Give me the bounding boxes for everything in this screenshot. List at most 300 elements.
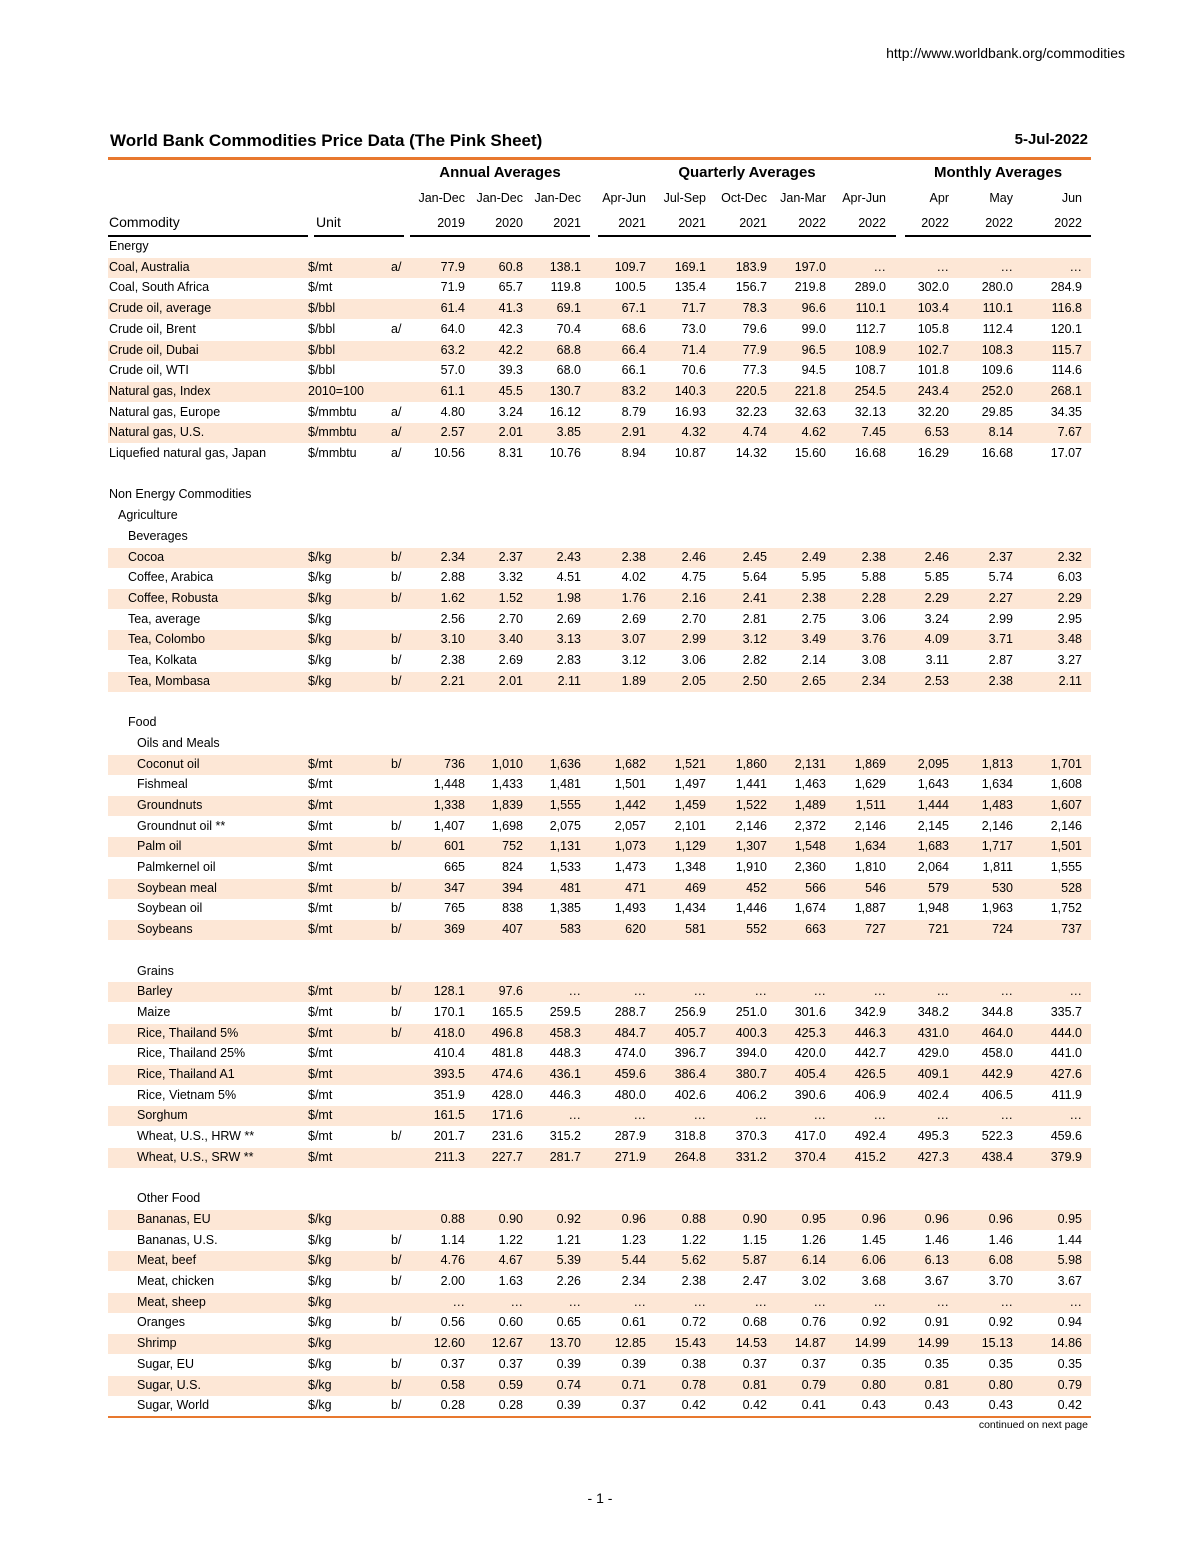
price-cell: 315.2 <box>549 1129 581 1144</box>
price-cell: 1,073 <box>614 839 646 854</box>
commodity-name: Rice, Thailand 25% <box>137 1046 246 1061</box>
commodity-name: Palm oil <box>137 839 182 854</box>
price-cell: 1,839 <box>491 797 523 812</box>
price-cell: 2.70 <box>681 611 706 626</box>
price-cell: 2,095 <box>917 756 949 771</box>
price-cell: 1,493 <box>614 901 646 916</box>
price-cell: 66.4 <box>621 342 646 357</box>
price-cell: 3.24 <box>924 611 949 626</box>
price-cell: … <box>568 1108 581 1123</box>
price-cell: … <box>936 984 949 999</box>
price-cell: 459.6 <box>614 1067 646 1081</box>
price-cell: 2.81 <box>742 611 767 626</box>
price-cell: 400.3 <box>735 1025 767 1040</box>
price-cell: 243.4 <box>917 383 949 398</box>
column-period-header: Jun <box>1061 191 1082 205</box>
price-cell: 474.6 <box>491 1067 523 1081</box>
price-cell: 97.6 <box>498 984 523 999</box>
price-cell: 0.58 <box>440 1377 465 1392</box>
price-cell: 2.46 <box>924 549 949 564</box>
commodity-name: Soybean meal <box>137 880 217 895</box>
price-cell: 471 <box>625 880 646 895</box>
price-cell: … <box>568 984 581 999</box>
price-cell: 347 <box>444 880 465 895</box>
price-cell: 1,385 <box>549 901 581 916</box>
price-cell: 8.94 <box>621 446 646 460</box>
price-cell: 5.88 <box>861 570 886 585</box>
price-cell: 721 <box>928 922 949 937</box>
price-cell: 3.06 <box>681 653 706 667</box>
commodity-unit: $/kg <box>308 549 332 564</box>
column-year-header: 2021 <box>678 216 706 230</box>
price-cell: 2.01 <box>498 673 523 688</box>
price-cell: 0.42 <box>1057 1398 1082 1413</box>
price-cell: 1,434 <box>674 901 706 916</box>
price-cell: 427.3 <box>917 1149 949 1164</box>
price-cell: 1,444 <box>917 797 949 812</box>
price-cell: 380.7 <box>735 1067 767 1081</box>
price-cell: 0.79 <box>801 1377 826 1392</box>
price-cell: 110.1 <box>855 301 886 316</box>
commodity-unit: $/kg <box>308 570 332 585</box>
commodity-unit: $/mmbtu <box>308 404 357 419</box>
price-cell: 620 <box>625 922 646 937</box>
footnote-marker: b/ <box>391 1315 402 1330</box>
footnote-marker: a/ <box>391 446 402 460</box>
price-cell: 1,810 <box>854 860 886 874</box>
price-cell: 446.3 <box>854 1025 886 1040</box>
price-cell: 10.87 <box>674 446 706 460</box>
price-cell: 57.0 <box>440 363 465 378</box>
price-cell: 0.37 <box>621 1398 646 1413</box>
table-row <box>108 444 1091 464</box>
table-row <box>108 796 1091 816</box>
price-cell: 0.80 <box>861 1377 886 1392</box>
table-row <box>108 1086 1091 1106</box>
price-cell: … <box>693 1108 706 1123</box>
commodity-name: Bananas, U.S. <box>137 1232 218 1247</box>
commodity-unit: $/mt <box>308 797 333 812</box>
price-cell: 495.3 <box>917 1129 949 1144</box>
price-cell: 105.8 <box>917 321 949 336</box>
price-cell: 2.05 <box>681 673 706 688</box>
price-cell: 1,442 <box>614 797 646 812</box>
price-cell: 0.35 <box>1057 1356 1082 1371</box>
commodity-name: Meat, beef <box>137 1253 197 1268</box>
price-cell: 3.48 <box>1057 632 1082 647</box>
price-cell: 446.3 <box>549 1087 581 1102</box>
url-header[interactable]: http://www.worldbank.org/commodities <box>886 45 1125 61</box>
price-cell: 566 <box>805 880 826 895</box>
table-row <box>108 651 1091 671</box>
price-cell: 0.96 <box>621 1211 646 1226</box>
price-cell: 1.22 <box>498 1232 523 1247</box>
price-cell: 0.37 <box>742 1356 767 1371</box>
price-cell: 8.14 <box>988 425 1013 440</box>
price-cell: 1,010 <box>491 756 523 771</box>
table-row <box>108 1106 1091 1126</box>
commodity-unit: $/mt <box>308 901 333 916</box>
commodity-name: Rice, Thailand 5% <box>137 1025 239 1040</box>
table-row <box>108 1044 1091 1064</box>
price-cell: 2,064 <box>917 860 949 874</box>
price-cell: 3.24 <box>498 404 523 419</box>
price-cell: 1,501 <box>614 777 646 792</box>
price-cell: 441.0 <box>1050 1046 1082 1061</box>
price-cell: 1.45 <box>861 1232 886 1247</box>
commodity-unit: $/mt <box>308 259 333 274</box>
commodity-unit: $/kg <box>308 1274 332 1288</box>
price-cell: 5.95 <box>801 570 826 585</box>
price-cell: 45.5 <box>498 383 523 398</box>
footnote-marker: b/ <box>391 901 402 916</box>
group-annual-averages: Annual Averages <box>439 164 561 181</box>
price-cell: 0.76 <box>801 1315 826 1330</box>
commodity-name: Coal, Australia <box>109 259 190 274</box>
price-cell: 2.38 <box>988 673 1013 688</box>
column-period-header: Oct-Dec <box>721 191 767 205</box>
price-cell: 63.2 <box>440 342 465 357</box>
price-cell: 120.1 <box>1050 321 1082 336</box>
price-cell: 10.56 <box>433 446 465 460</box>
price-cell: 4.80 <box>440 404 465 419</box>
price-cell: 289.0 <box>854 280 886 295</box>
price-cell: 583 <box>560 922 581 937</box>
price-cell: 2.83 <box>556 653 581 667</box>
price-cell: 96.6 <box>801 301 826 316</box>
price-cell: 0.90 <box>498 1211 523 1226</box>
price-cell: 140.3 <box>674 383 706 398</box>
price-cell: 102.7 <box>917 342 949 357</box>
price-cell: … <box>633 1108 646 1123</box>
price-cell: 1,752 <box>1050 901 1082 916</box>
price-cell: 1,533 <box>549 860 581 874</box>
price-cell: 0.96 <box>988 1211 1013 1226</box>
price-cell: 351.9 <box>433 1087 465 1102</box>
price-cell: 0.56 <box>440 1315 465 1330</box>
commodity-name: Fishmeal <box>137 777 188 792</box>
price-cell: 3.70 <box>988 1274 1013 1288</box>
table-row <box>108 258 1091 278</box>
footnote-marker: b/ <box>391 570 402 585</box>
price-cell: 1,348 <box>674 860 706 874</box>
price-cell: … <box>568 1294 581 1309</box>
price-cell: 459.6 <box>1050 1129 1082 1144</box>
price-cell: 348.2 <box>917 1004 949 1019</box>
price-cell: 2.28 <box>861 590 886 605</box>
section-label: Grains <box>137 963 174 978</box>
price-cell: … <box>1069 1108 1082 1123</box>
commodity-unit: $/kg <box>308 1315 332 1330</box>
table-row <box>108 858 1091 878</box>
section-heading <box>108 506 1091 526</box>
price-cell: 12.67 <box>491 1336 523 1351</box>
footnote-marker: b/ <box>391 922 402 937</box>
table-row <box>108 1231 1091 1251</box>
price-cell: 2,146 <box>735 818 767 833</box>
column-year-header: 2022 <box>858 216 886 230</box>
price-cell: 2,101 <box>674 818 706 833</box>
price-cell: 1,634 <box>854 839 886 854</box>
price-cell: 318.8 <box>674 1129 706 1144</box>
price-cell: 1.44 <box>1057 1232 1082 1247</box>
table-row <box>108 1251 1091 1271</box>
price-cell: 0.42 <box>681 1398 706 1413</box>
price-cell: 99.0 <box>801 321 826 336</box>
table-row <box>108 568 1091 588</box>
commodity-unit: $/mt <box>308 756 333 771</box>
commodity-name: Liquefied natural gas, Japan <box>109 446 267 460</box>
price-cell: 0.38 <box>681 1356 706 1371</box>
price-cell: 407 <box>502 922 523 937</box>
price-cell: 402.6 <box>674 1087 706 1102</box>
table-row <box>108 548 1091 568</box>
price-cell: 2.43 <box>556 549 581 564</box>
price-cell: 78.3 <box>742 301 767 316</box>
price-cell: 1,441 <box>735 777 767 792</box>
price-cell: 2,146 <box>1050 818 1082 833</box>
commodity-unit: $/mt <box>308 839 333 854</box>
price-cell: 3.12 <box>621 653 646 667</box>
commodity-name: Groundnuts <box>137 797 203 812</box>
price-cell: 405.4 <box>794 1067 826 1081</box>
price-cell: 211.3 <box>434 1149 465 1164</box>
price-cell: 2.21 <box>440 673 465 688</box>
price-cell: 4.32 <box>681 425 706 440</box>
price-cell: 256.9 <box>674 1004 706 1019</box>
table-row <box>108 1065 1091 1085</box>
price-cell: 2.69 <box>498 653 523 667</box>
price-cell: … <box>813 1294 826 1309</box>
table-row <box>108 423 1091 443</box>
price-cell: 6.03 <box>1057 570 1082 585</box>
price-cell: 39.3 <box>498 363 523 378</box>
commodity-name: Tea, average <box>128 611 201 626</box>
price-cell: 3.02 <box>801 1274 826 1288</box>
commodity-name: Crude oil, average <box>109 301 212 316</box>
price-cell: 69.1 <box>556 301 581 316</box>
price-cell: 2.32 <box>1057 549 1082 564</box>
price-cell: 2,146 <box>981 818 1013 833</box>
commodity-name: Sugar, U.S. <box>137 1377 201 1392</box>
footnote-marker: a/ <box>391 321 402 336</box>
section-heading <box>108 237 1091 257</box>
price-cell: 0.39 <box>621 1356 646 1371</box>
price-cell: 481.8 <box>491 1046 523 1061</box>
price-cell: 3.85 <box>556 425 581 440</box>
price-cell: 528 <box>1061 880 1082 895</box>
section-heading <box>108 1189 1091 1209</box>
footnote-marker: b/ <box>391 818 402 833</box>
price-cell: 1,682 <box>614 756 646 771</box>
price-cell: 254.5 <box>854 383 886 398</box>
price-cell: 161.5 <box>433 1108 465 1123</box>
price-cell: 268.1 <box>1050 383 1082 398</box>
price-cell: 68.0 <box>556 363 581 378</box>
commodity-name: Rice, Vietnam 5% <box>137 1087 237 1102</box>
price-cell: 344.8 <box>981 1004 1013 1019</box>
commodity-name: Crude oil, WTI <box>109 363 189 378</box>
price-cell: … <box>633 1294 646 1309</box>
price-cell: 0.90 <box>742 1211 767 1226</box>
price-cell: 727 <box>865 922 886 937</box>
price-cell: 601 <box>444 839 465 854</box>
price-cell: 581 <box>685 922 706 937</box>
price-cell: 1,811 <box>982 860 1013 874</box>
footnote-marker: b/ <box>391 673 402 688</box>
commodity-unit: $/kg <box>308 1232 332 1247</box>
price-cell: 8.79 <box>621 404 646 419</box>
page-title: World Bank Commodities Price Data (The Pink Sheet) <box>110 131 543 150</box>
price-cell: 2.47 <box>742 1274 767 1288</box>
price-cell: 2.87 <box>988 653 1013 667</box>
price-cell: 1,448 <box>433 777 465 792</box>
commodity-name: Crude oil, Brent <box>109 321 196 336</box>
price-cell: 0.95 <box>1057 1211 1082 1226</box>
price-cell: 70.6 <box>681 363 706 378</box>
section-heading <box>108 734 1091 754</box>
price-cell: 116.8 <box>1051 301 1082 316</box>
section-heading <box>108 713 1091 733</box>
price-cell: 431.0 <box>917 1025 949 1040</box>
price-cell: 1.23 <box>621 1232 646 1247</box>
price-cell: 1.76 <box>621 590 646 605</box>
price-cell: 2.50 <box>742 673 767 688</box>
commodity-name: Shrimp <box>137 1336 177 1351</box>
price-cell: 0.28 <box>498 1398 523 1413</box>
price-cell: 0.74 <box>556 1377 581 1392</box>
price-cell: 1,813 <box>981 756 1013 771</box>
footnote-marker: b/ <box>391 1274 402 1288</box>
price-cell: 6.13 <box>924 1253 949 1268</box>
commodity-name: Natural gas, U.S. <box>109 425 205 440</box>
price-cell: 0.88 <box>440 1211 465 1226</box>
table-row <box>108 589 1091 609</box>
price-cell: 67.1 <box>621 301 646 316</box>
price-cell: 2.75 <box>801 611 826 626</box>
price-cell: 2.38 <box>801 590 826 605</box>
price-cell: 0.81 <box>924 1377 949 1392</box>
price-cell: 5.98 <box>1057 1253 1082 1268</box>
price-cell: 469 <box>685 880 706 895</box>
commodity-name: Meat, chicken <box>137 1274 215 1288</box>
table-row <box>108 817 1091 837</box>
price-cell: 2.38 <box>621 549 646 564</box>
price-cell: 4.75 <box>681 570 706 585</box>
price-cell: 1,698 <box>491 818 523 833</box>
price-cell: 2.46 <box>681 549 706 564</box>
price-cell: 1.89 <box>621 673 646 688</box>
price-cell: 1,636 <box>549 756 581 771</box>
price-cell: 201.7 <box>433 1129 465 1144</box>
commodity-unit: $/mmbtu <box>308 425 357 440</box>
price-cell: 1,307 <box>735 839 767 854</box>
top-rule <box>108 157 1091 160</box>
price-cell: 119.8 <box>550 280 581 295</box>
price-cell: 32.13 <box>854 404 886 419</box>
price-cell: … <box>813 984 826 999</box>
price-cell: 0.72 <box>681 1315 706 1330</box>
commodity-unit: $/kg <box>308 1377 332 1392</box>
price-cell: 2.99 <box>988 611 1013 626</box>
price-cell: 0.80 <box>988 1377 1013 1392</box>
table-row <box>108 382 1091 402</box>
price-cell: 251.0 <box>735 1004 767 1019</box>
commodity-unit: $/kg <box>308 590 332 605</box>
price-cell: 665 <box>444 860 465 874</box>
commodity-unit: $/mt <box>308 818 333 833</box>
price-cell: 271.9 <box>614 1149 646 1164</box>
price-cell: 112.7 <box>855 321 886 336</box>
price-cell: 1,860 <box>735 756 767 771</box>
column-year-header: 2019 <box>437 216 465 230</box>
price-cell: 1,473 <box>614 860 646 874</box>
price-cell: 0.95 <box>801 1211 826 1226</box>
price-cell: … <box>754 1108 767 1123</box>
price-cell: 838 <box>502 901 523 916</box>
price-cell: … <box>873 259 886 274</box>
price-cell: 1,963 <box>981 901 1013 916</box>
commodity-unit: $/mt <box>308 880 333 895</box>
price-cell: 0.37 <box>498 1356 523 1371</box>
price-cell: 406.9 <box>854 1087 886 1102</box>
price-cell: 227.7 <box>491 1149 523 1164</box>
price-cell: 94.5 <box>801 363 826 378</box>
price-cell: 428.0 <box>491 1087 523 1102</box>
price-cell: 2.27 <box>988 590 1013 605</box>
price-cell: 474.0 <box>614 1046 646 1061</box>
price-cell: 390.6 <box>794 1087 826 1102</box>
commodity-unit: $/kg <box>308 1336 332 1351</box>
footnote-marker: b/ <box>391 1129 402 1144</box>
price-cell: 2.49 <box>801 549 826 564</box>
price-cell: 2,075 <box>549 818 581 833</box>
price-cell: 420.0 <box>794 1046 826 1061</box>
footnote-marker: b/ <box>391 632 402 647</box>
price-cell: … <box>1000 259 1013 274</box>
table-row <box>108 1127 1091 1147</box>
price-cell: 0.39 <box>556 1398 581 1413</box>
price-cell: 1,607 <box>1050 797 1082 812</box>
price-cell: 5.87 <box>742 1253 767 1268</box>
price-cell: 2.34 <box>440 549 465 564</box>
commodity-unit: $/mt <box>308 1067 333 1081</box>
price-cell: 0.79 <box>1057 1377 1082 1392</box>
price-cell: 2,131 <box>794 756 826 771</box>
price-cell: 0.37 <box>440 1356 465 1371</box>
price-cell: 1,338 <box>433 797 465 812</box>
price-cell: 1,521 <box>674 756 706 771</box>
price-cell: 1,548 <box>794 839 826 854</box>
price-cell: 2.99 <box>681 632 706 647</box>
price-cell: 4.74 <box>742 425 767 440</box>
price-cell: 128.1 <box>433 984 465 999</box>
price-cell: 438.4 <box>981 1149 1013 1164</box>
price-cell: … <box>452 1294 465 1309</box>
price-cell: … <box>1000 1108 1013 1123</box>
price-cell: 0.35 <box>988 1356 1013 1371</box>
price-cell: 386.4 <box>674 1067 706 1081</box>
price-cell: 6.08 <box>988 1253 1013 1268</box>
price-cell: 32.20 <box>917 404 949 419</box>
price-cell: 1.15 <box>742 1232 767 1247</box>
table-row <box>108 672 1091 692</box>
price-cell: 64.0 <box>440 321 465 336</box>
table-row <box>108 920 1091 940</box>
price-cell: 331.2 <box>735 1149 767 1164</box>
price-cell: 14.86 <box>1050 1336 1082 1351</box>
commodity-name: Barley <box>137 984 173 999</box>
